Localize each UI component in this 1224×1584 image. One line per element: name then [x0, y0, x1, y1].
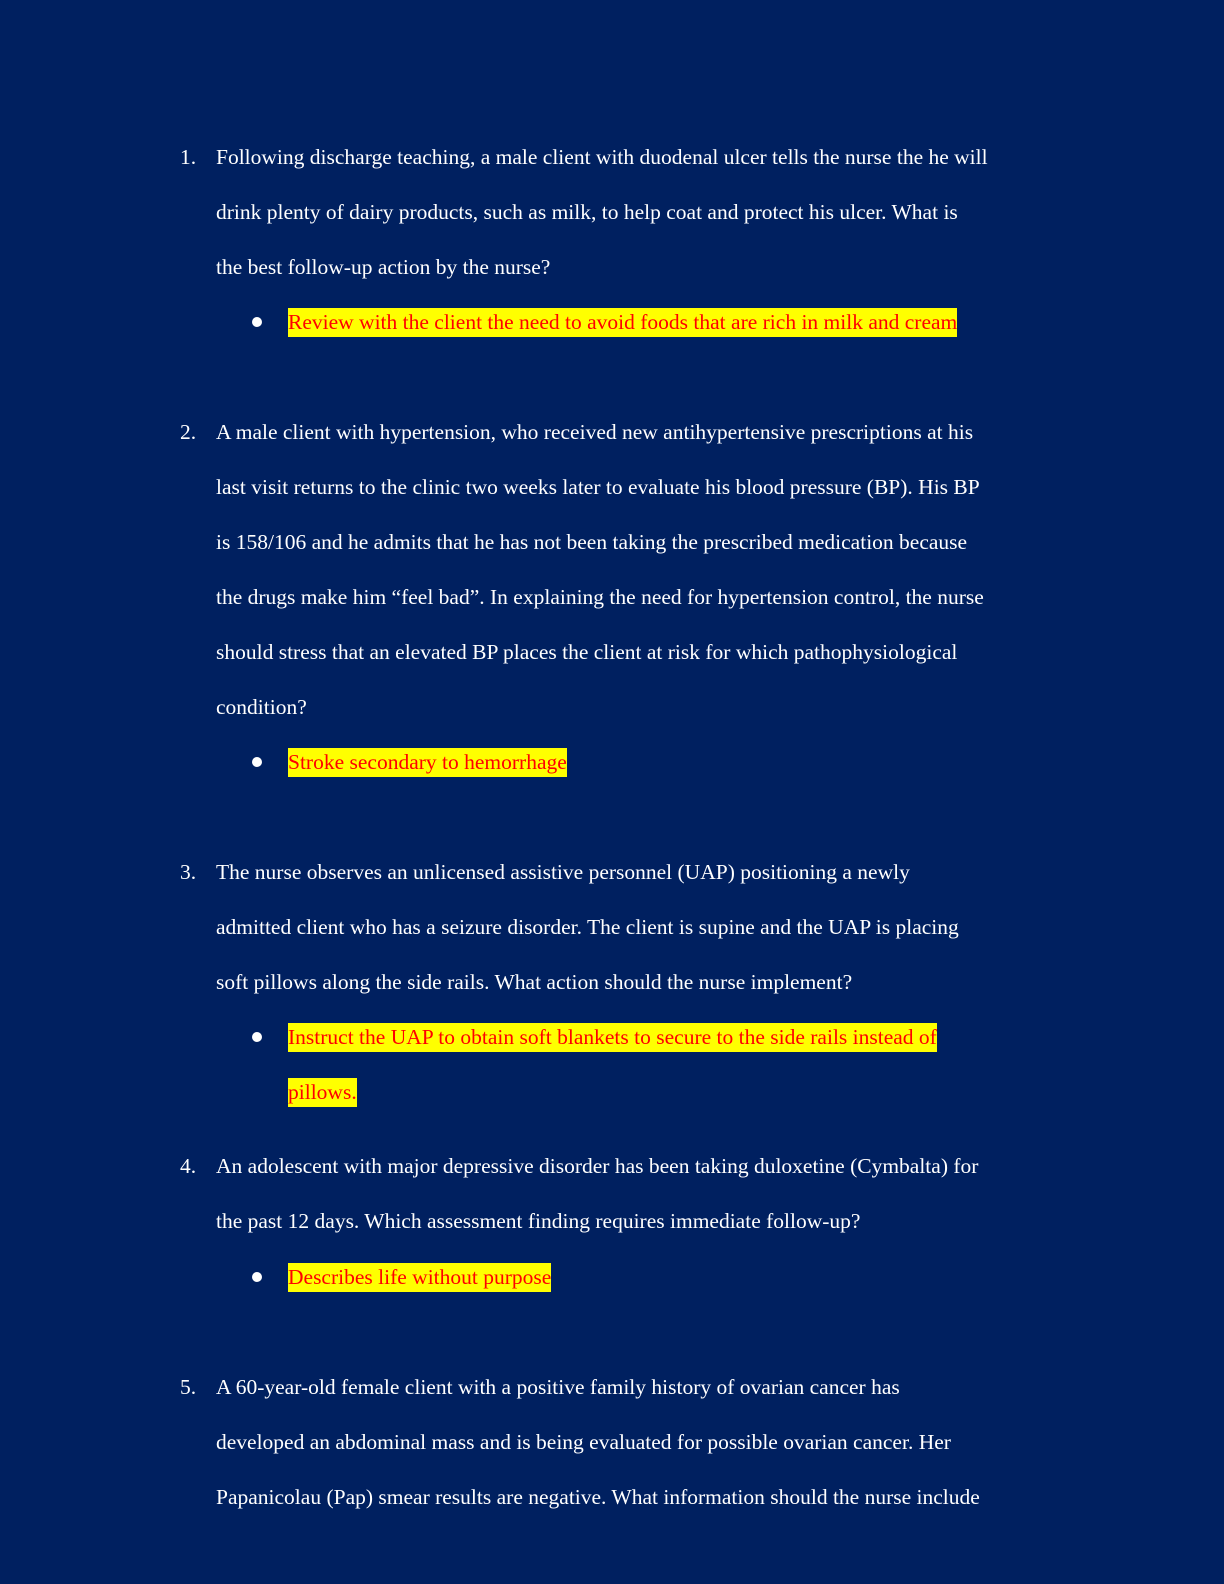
question-line: A male client with hypertension, who received new antihypertensive prescriptions at his — [216, 420, 974, 444]
question-line: A 60-year-old female client with a positive family history of ovarian cancer has — [216, 1375, 900, 1399]
answer-line: Instruct the UAP to obtain soft blankets to secure to the side rails instead of — [288, 1023, 937, 1052]
question-line: last visit returns to the clinic two weeks later to evaluate his blood pressure (BP). His BP — [216, 475, 980, 499]
question-number: 3. — [180, 860, 197, 884]
question-line: the drugs make him “feel bad”. In explaining the need for hypertension control, the nurse — [216, 585, 984, 609]
question-line: An adolescent with major depressive disorder has been taking duloxetine (Cymbalta) for — [216, 1154, 979, 1178]
bullet-icon — [252, 317, 262, 327]
bullet-icon — [252, 1032, 262, 1042]
answer-text — [288, 1010, 937, 1120]
question-number: 4. — [180, 1154, 197, 1178]
answer-line: Stroke secondary to hemorrhage — [288, 748, 567, 777]
question-line: Following discharge teaching, a male client with duodenal ulcer tells the nurse the he will — [216, 145, 988, 169]
answer-line: Review with the client the need to avoid foods that are rich in milk and cream — [288, 308, 957, 337]
answer-text — [288, 1250, 551, 1305]
question-line: condition? — [216, 695, 307, 719]
question-number: 1. — [180, 145, 197, 169]
question-number: 2. — [180, 420, 197, 444]
answer-text — [288, 295, 957, 350]
answer-line: Describes life without purpose — [288, 1263, 551, 1292]
question-text — [216, 1139, 1076, 1249]
question-number: 5. — [180, 1375, 197, 1399]
question-line: soft pillows along the side rails. What action should the nurse implement? — [216, 970, 853, 994]
question-line: The nurse observes an unlicensed assistive personnel (UAP) positioning a newly — [216, 860, 910, 884]
question-text — [216, 405, 1076, 735]
question-text — [216, 1360, 1076, 1525]
question-line: admitted client who has a seizure disorder. The client is supine and the UAP is placing — [216, 915, 959, 939]
question-line: developed an abdominal mass and is being evaluated for possible ovarian cancer. Her — [216, 1430, 951, 1454]
question-text — [216, 845, 1076, 1010]
answer-line: pillows. — [288, 1078, 357, 1107]
bullet-icon — [252, 757, 262, 767]
question-text — [216, 130, 1076, 295]
question-line: drink plenty of dairy products, such as milk, to help coat and protect his ulcer. What is — [216, 200, 958, 224]
question-line: should stress that an elevated BP places the client at risk for which pathophysiological — [216, 640, 958, 664]
bullet-icon — [252, 1272, 262, 1282]
answer-text — [288, 735, 567, 790]
question-line: Papanicolau (Pap) smear results are negative. What information should the nurse include — [216, 1485, 980, 1509]
question-line: is 158/106 and he admits that he has not been taking the prescribed medication because — [216, 530, 968, 554]
question-line: the best follow-up action by the nurse? — [216, 255, 551, 279]
question-line: the past 12 days. Which assessment finding requires immediate follow-up? — [216, 1209, 861, 1233]
